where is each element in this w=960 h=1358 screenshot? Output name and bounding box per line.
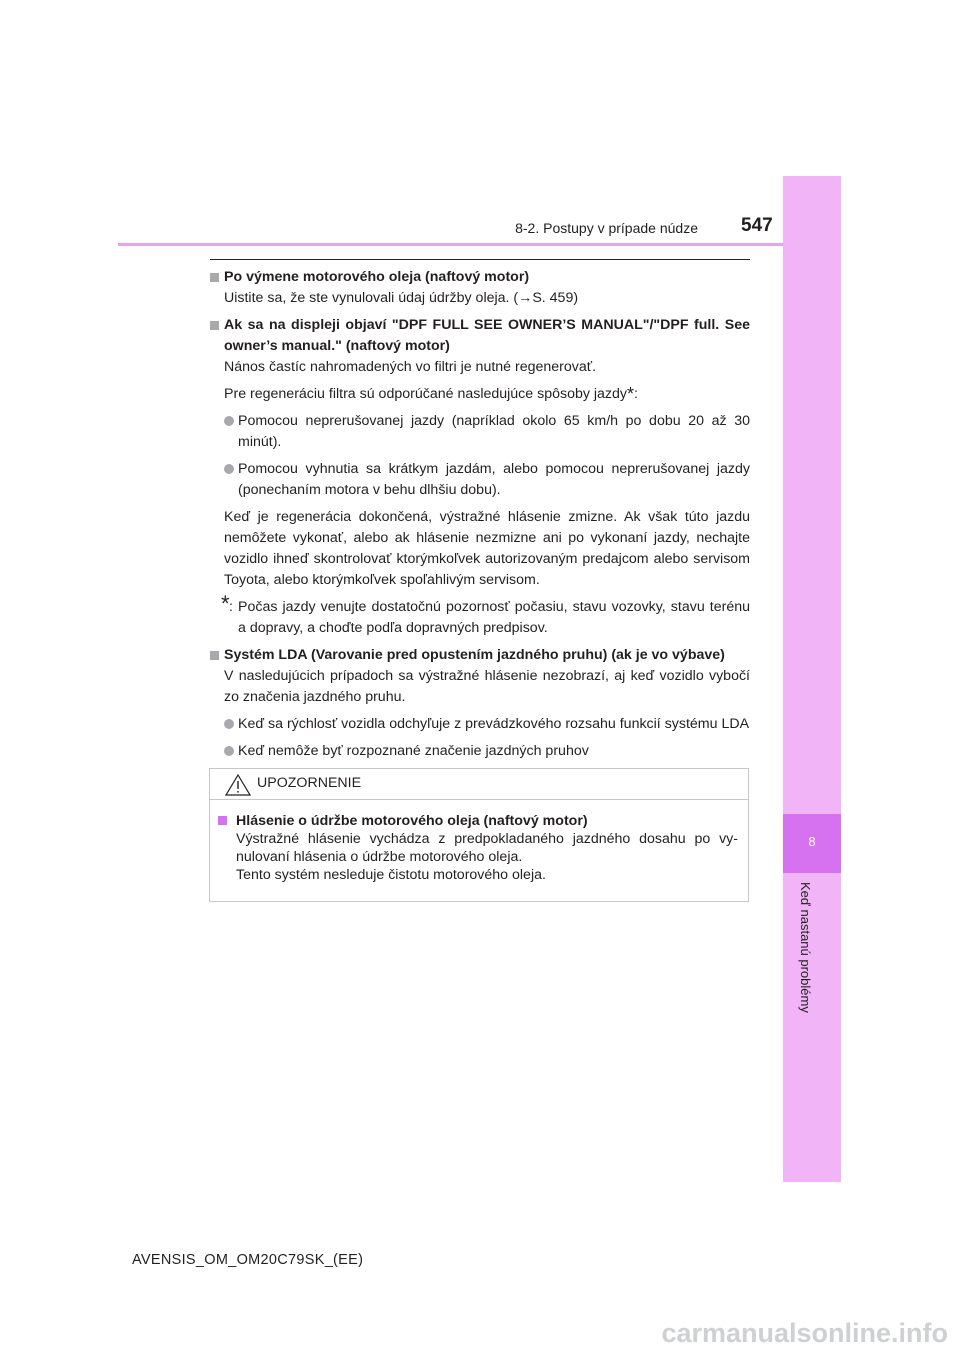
list-item: Keď sa rýchlosť vozidla odchyľuje z prevádzkového rozsahu funkcií systému LDA bbox=[210, 714, 750, 735]
paragraph: V nasledujúcich prípadoch sa výstražné hlásenie nezobrazí, aj keď vozidlo vybočí zo značenia jazdného pruhu. bbox=[224, 668, 750, 705]
round-bullet-icon bbox=[224, 464, 234, 474]
warning-text: Výstražné hlásenie vychádza z predpokladaného jazdného dosahu po vy- nulovaní hlásenia o údržbe motorového oleja. bbox=[236, 831, 738, 865]
chapter-number: 8 bbox=[783, 814, 841, 873]
paragraph: Uistite sa, že ste vynulovali údaj údržby oleja. (→S. 459) bbox=[224, 290, 579, 306]
footnote: * : Počas jazdy venujte dostatočnú pozornosť počasiu, stavu vozovky, stavu terénu a dopravy, a choďte podľa dopravných predpisov. bbox=[221, 591, 750, 636]
warning-title: UPOZORNENIE bbox=[257, 775, 362, 791]
content-top-rule bbox=[210, 259, 750, 260]
warning-triangle-icon bbox=[225, 774, 251, 796]
warning-box bbox=[209, 768, 749, 902]
list-item: Keď nemôže byť rozpoznané značenie jazdných pruhov bbox=[210, 741, 750, 762]
paragraph: Pre regeneráciu filtra sú odporúčané nasledujúce spôsoby jazdy*: bbox=[224, 384, 638, 404]
footnote-mark: * bbox=[627, 384, 635, 404]
round-bullet-icon bbox=[224, 746, 234, 756]
round-bullet-icon bbox=[224, 719, 234, 729]
header-rule bbox=[118, 243, 840, 246]
page-number: 547 bbox=[741, 215, 773, 236]
paragraph: Keď je regenerácia dokončená, výstražné hlásenie zmizne. Ak však túto jazdu nemôžete vykonať, alebo ak hlásenie nezmizne ani po vykonaní jazdy, nechajte vozidlo ihneď skontrolovať ktorýmkoľvek autorizovaným predajcom alebo servisom Toyota, alebo ktorýmkoľvek spoľahlivým servisom. bbox=[224, 509, 750, 588]
paragraph: Nános častíc nahromadených vo filtri je nutné regenerovať. bbox=[224, 359, 597, 375]
page-content bbox=[210, 265, 750, 768]
warning-heading: Hlásenie o údržbe motorového oleja (naftový motor) bbox=[218, 812, 738, 830]
square-bullet-icon bbox=[210, 273, 219, 282]
heading-oil-change: Po výmene motorového oleja (naftový motor) bbox=[210, 267, 750, 288]
watermark: carmanualsonline.info bbox=[661, 1318, 948, 1348]
footnote-mark: * bbox=[221, 591, 230, 616]
section-title: 8-2. Postupy v prípade núdze bbox=[515, 220, 698, 236]
square-bullet-icon bbox=[210, 651, 219, 660]
warning-text: Tento systém nesleduje čistotu motorového oleja. bbox=[236, 867, 546, 883]
square-bullet-icon bbox=[218, 816, 227, 825]
heading-lda: Systém LDA (Varovanie pred opustením jazdného pruhu) (ak je vo výbave) bbox=[210, 645, 750, 666]
list-item: Pomocou neprerušovanej jazdy (napríklad okolo 65 km/h po dobu 20 až 30 minút). bbox=[210, 411, 750, 453]
list-item: Pomocou vyhnutia sa krátkym jazdám, alebo pomocou neprerušovanej jazdy (ponechaním motora v behu dlhšiu dobu). bbox=[210, 459, 750, 501]
warning-title-bar bbox=[210, 769, 748, 800]
round-bullet-icon bbox=[224, 416, 234, 426]
heading-dpf-full: Ak sa na displeji objaví "DPF FULL SEE OWNER’S MANUAL"/"DPF full. See owner’s manual." (naftový motor) bbox=[210, 315, 750, 357]
document-code: AVENSIS_OM_OM20C79SK_(EE) bbox=[132, 1252, 364, 1268]
square-bullet-icon bbox=[210, 321, 219, 330]
chapter-label: Keď nastanú problémy bbox=[798, 882, 813, 1013]
